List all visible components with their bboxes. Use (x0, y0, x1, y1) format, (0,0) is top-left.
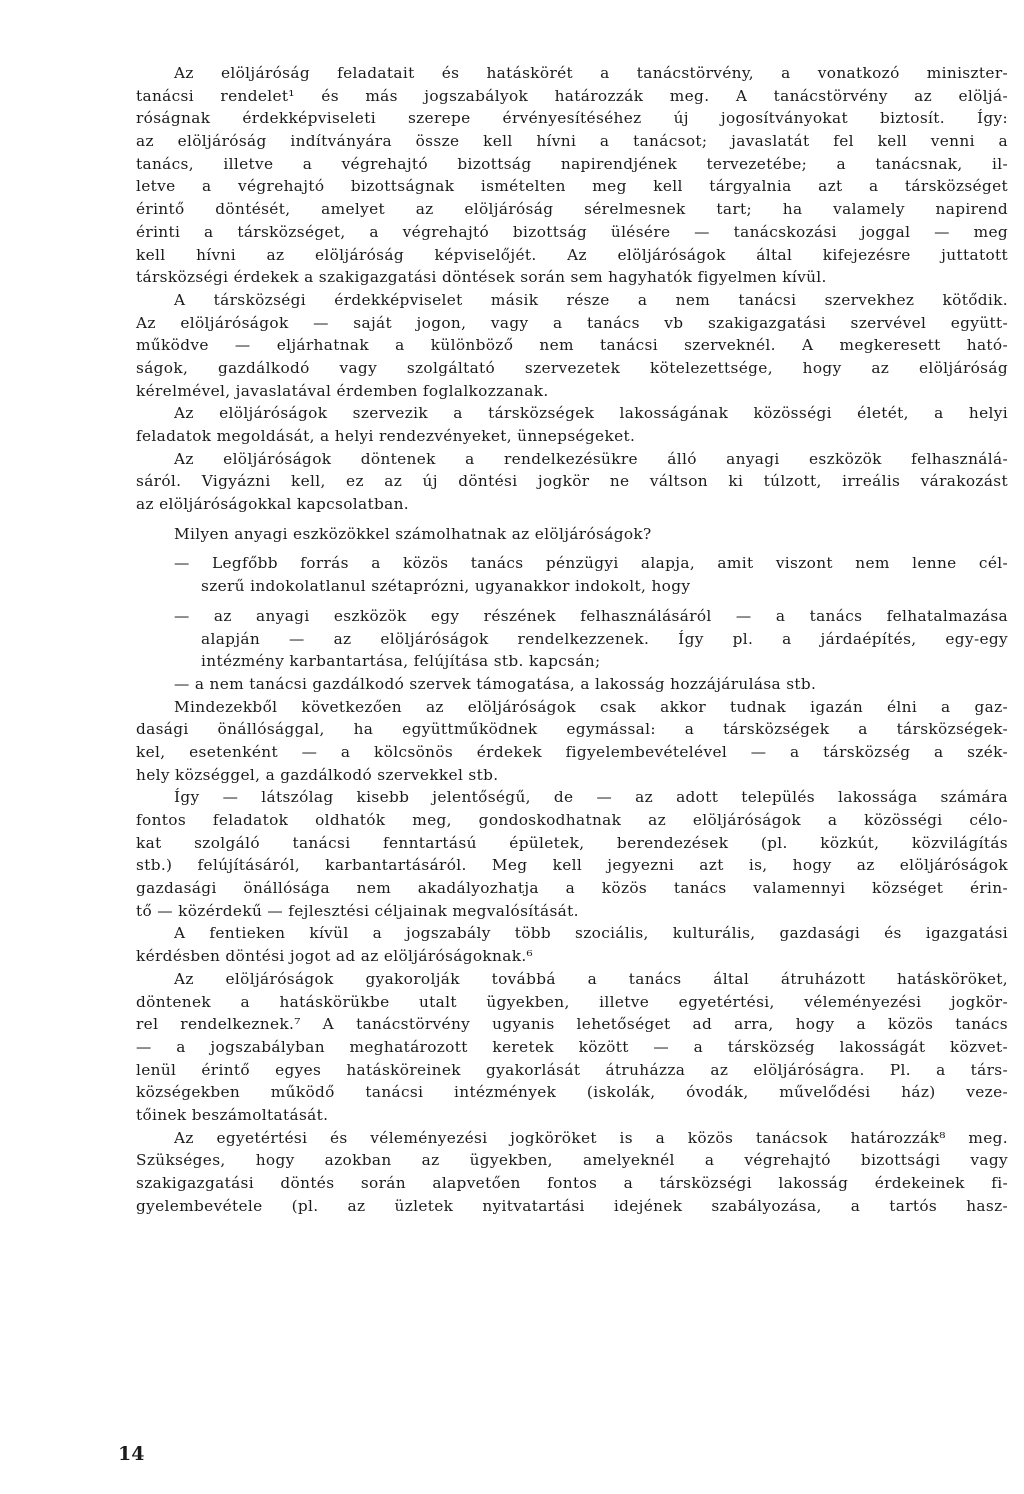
paragraph (136, 448, 1008, 516)
text-line: fontos feladatok oldhatók meg, gondoskodhatnak az elöljáróságok a közösségi célo- (136, 811, 1008, 829)
paragraph (136, 1127, 1008, 1218)
text-line: Az elöljáróságok gyakorolják továbbá a tanács által átruházott hatásköröket, (174, 969, 1008, 988)
text-line: szerű indokolatlanul szétaprózni, ugyanakkor indokolt, hogy (201, 577, 691, 596)
paragraph (136, 62, 1008, 289)
text-line: Milyen anyagi eszközökkel számolhatnak az elöljáróságok? (174, 524, 652, 543)
text-line: kell hívni az elöljáróság képviselőjét. Az elöljáróságok által kifejezésre juttatott (136, 245, 1008, 264)
text-line: dasági önállósággal, ha együttműködnek egymással: a társközségek a társközségek- (136, 720, 1008, 739)
text-line: tanácsi rendelet¹ és más jogszabályok határozzák meg. A tanácstörvény az elöljá- (136, 86, 1008, 105)
text-line: sáról. Vigyázni kell, ez az új döntési jogkör ne váltson ki túlzott, irreális várakozást (136, 472, 1008, 491)
text-line: Szükséges, hogy azokban az ügyekben, amelyeknél a végrehajtó bizottsági vagy (136, 1151, 1008, 1170)
text-line: — a jogszabályban meghatározott keretek között — a társközség lakosságát közvet- (136, 1037, 1008, 1056)
text-line: érintő döntését, amelyet az elöljáróság sérelmesnek tart; ha valamely napirend (136, 200, 1008, 219)
text-line: szakigazgatási döntés során alapvetően fontos a társközségi lakosság érdekeinek fi- (136, 1174, 1008, 1192)
text-line: tő — közérdekű — fejlesztési céljainak megvalósítását. (136, 901, 579, 920)
text-line: ságok, gazdálkodó vagy szolgáltató szervezetek kötelezettsége, hogy az elöljáróság (136, 358, 1008, 377)
text-line: Mindezekből következően az elöljáróságok csak akkor tudnak igazán élni a gaz- (174, 697, 1008, 716)
paragraph (136, 922, 1008, 967)
text-line: tanács, illetve a végrehajtó bizottság napirendjének tervezetébe; a tanácsnak, il- (136, 154, 1008, 173)
paragraph (136, 968, 1008, 1127)
list-item (136, 673, 1008, 696)
text-line: rel rendelkeznek.⁷ A tanácstörvény ugyanis lehetőséget ad arra, hogy a közös tanács (136, 1015, 1008, 1034)
text-line: Az egyetértési és véleményezési jogköröket is a közös tanácsok határozzák⁸ meg. (174, 1128, 1008, 1147)
text-line: gazdasági önállósága nem akadályozhatja a közös tanács valamennyi községet érin- (136, 879, 1008, 898)
text-line: Az elöljáróságok döntenek a rendelkezésükre álló anyagi eszközök felhasználá- (174, 449, 1008, 468)
text-line: — Legfőbb forrás a közös tanács pénzügyi alapja, amit viszont nem lenne cél- (174, 554, 1008, 573)
text-line: kérelmével, javaslatával érdemben foglalkozzanak. (136, 381, 549, 400)
list-item (136, 552, 1008, 597)
text-line: működve — eljárhatnak a különböző nem tanácsi szerveknél. A megkeresett ható- (136, 336, 1008, 355)
text-line: Az elöljáróságok szervezik a társközségek lakosságának közösségi életét, a helyi (174, 404, 1008, 423)
text-line: érinti a társközséget, a végrehajtó bizottság ülésére — tanácskozási joggal — meg (136, 222, 1008, 241)
page-number: 14 (118, 1443, 145, 1465)
text-line: az elöljáróságokkal kapcsolatban. (136, 495, 410, 514)
text-line: kérdésben döntési jogot ad az elöljáróságoknak.⁶ (136, 947, 534, 966)
text-line: intézmény karbantartása, felújítása stb. kapcsán; (201, 652, 601, 671)
text-line: gyelembevétele (pl. az üzletek nyitvatartási idejének szabályozása, a tartós hasz- (136, 1196, 1008, 1215)
text-line: az elöljáróság indítványára össze kell hívni a tanácsot; javaslatát fel kell venni a (136, 132, 1008, 151)
text-line: róságnak érdekképviseleti szerepe érvényesítéséhez új jogosítványokat biztosít. Így: (136, 109, 1008, 128)
list-item (136, 605, 1008, 673)
text-line: feladatok megoldását, a helyi rendezvényeket, ünnepségeket. (136, 427, 636, 445)
document-body (136, 62, 1008, 1217)
text-line: kel, esetenként — a kölcsönös érdekek figyelembevételével — a társközség a szék- (136, 742, 1008, 761)
text-line: A társközségi érdekképviselet másik része a nem tanácsi szervekhez kötődik. (174, 290, 1008, 309)
paragraph (136, 523, 1008, 546)
text-line: Így — látszólag kisebb jelentőségű, de — az adott település lakossága számára (174, 788, 1008, 807)
text-line: hely községgel, a gazdálkodó szervekkel stb. (136, 765, 499, 784)
text-line: A fentieken kívül a jogszabály több szociális, kulturális, gazdasági és igazgatási (174, 924, 1008, 943)
text-line: Az elöljáróság feladatait és hatáskörét a tanácstörvény, a vonatkozó miniszter- (174, 64, 1008, 82)
text-line: kat szolgáló tanácsi fenntartású épületek, berendezések (pl. közkút, közvilágítás (136, 833, 1008, 852)
text-line: — az anyagi eszközök egy részének felhasználásáról — a tanács felhatalmazása (174, 606, 1008, 625)
paragraph (136, 696, 1008, 787)
text-line: döntenek a hatáskörükbe utalt ügyekben, illetve egyetértési, véleményezési jogkör- (136, 992, 1008, 1011)
paragraph (136, 402, 1008, 447)
text-line: Az elöljáróságok — saját jogon, vagy a tanács vb szakigazgatási szervével együtt- (136, 313, 1008, 332)
text-line: alapján — az elöljáróságok rendelkezzenek. Így pl. a járdaépítés, egy-egy (201, 629, 1008, 648)
text-line: társközségi érdekek a szakigazgatási döntések során sem hagyhatók figyelmen kívül. (136, 268, 827, 287)
paragraph (136, 786, 1008, 922)
text-line: — a nem tanácsi gazdálkodó szervek támogatása, a lakosság hozzájárulása stb. (174, 674, 817, 693)
paragraph (136, 289, 1008, 402)
text-line: stb.) felújításáról, karbantartásáról. Meg kell jegyezni azt is, hogy az elöljáróságok (136, 856, 1008, 875)
text-line: tőinek beszámoltatását. (136, 1105, 329, 1124)
text-line: letve a végrehajtó bizottságnak ismételten meg kell tárgyalnia azt a társközséget (136, 177, 1008, 196)
text-line: községekben működő tanácsi intézmények (iskolák, óvodák, művelődési ház) veze- (136, 1083, 1008, 1102)
text-line: lenül érintő egyes hatásköreinek gyakorlását átruházza az elöljáróságra. Pl. a társ- (136, 1060, 1008, 1079)
